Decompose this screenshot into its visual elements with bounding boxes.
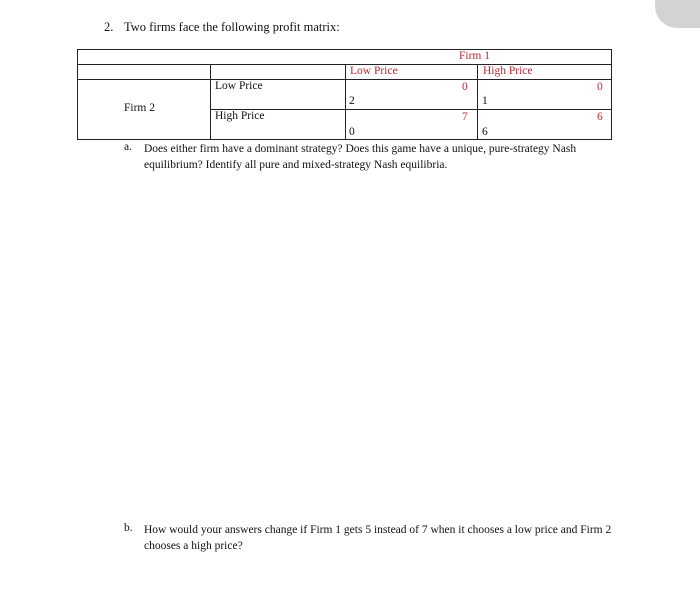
payoff-firm1-low-low: 0 bbox=[462, 81, 468, 93]
payoff-firm1-high-high: 6 bbox=[597, 111, 603, 123]
payoff-firm2-low-low: 2 bbox=[349, 95, 355, 107]
corner-decoration bbox=[655, 0, 700, 28]
payoff-firm1-high-low: 0 bbox=[597, 81, 603, 93]
part-a-letter: a. bbox=[124, 141, 132, 153]
payoff-firm2-high-high: 6 bbox=[482, 126, 488, 138]
row-player-label: Firm 2 bbox=[124, 102, 155, 114]
part-b-text: How would your answers change if Firm 1 gets 5 instead of 7 when it chooses a low price and Firm 2 chooses a high price? bbox=[144, 524, 612, 552]
column-strategy-low: Low Price bbox=[350, 65, 398, 77]
question-number: 2. bbox=[104, 20, 114, 34]
payoff-firm2-high-low: 1 bbox=[482, 95, 488, 107]
part-a-text: Does either firm have a dominant strategy? Does this game have a unique, pure-strategy Nash equilibrium? Identify all pure and mixed-strategy Nash equilibria. bbox=[144, 143, 577, 171]
column-strategy-high: High Price bbox=[483, 65, 533, 77]
question-text: Two firms face the following profit matrix: bbox=[124, 20, 340, 34]
column-player-label: Firm 1 bbox=[459, 50, 490, 62]
part-b-letter: b. bbox=[124, 522, 133, 534]
table-line bbox=[477, 64, 478, 140]
question-title bbox=[104, 20, 340, 35]
table-border-left bbox=[77, 49, 78, 140]
payoff-firm1-low-high: 7 bbox=[462, 111, 468, 123]
table-border-top bbox=[77, 49, 612, 50]
row-strategy-low: Low Price bbox=[215, 80, 263, 92]
table-line bbox=[210, 64, 211, 140]
row-strategy-high: High Price bbox=[215, 110, 265, 122]
table-line bbox=[210, 109, 612, 110]
table-border-right bbox=[611, 49, 612, 140]
payoff-firm2-low-high: 0 bbox=[349, 126, 355, 138]
table-line bbox=[345, 64, 346, 140]
